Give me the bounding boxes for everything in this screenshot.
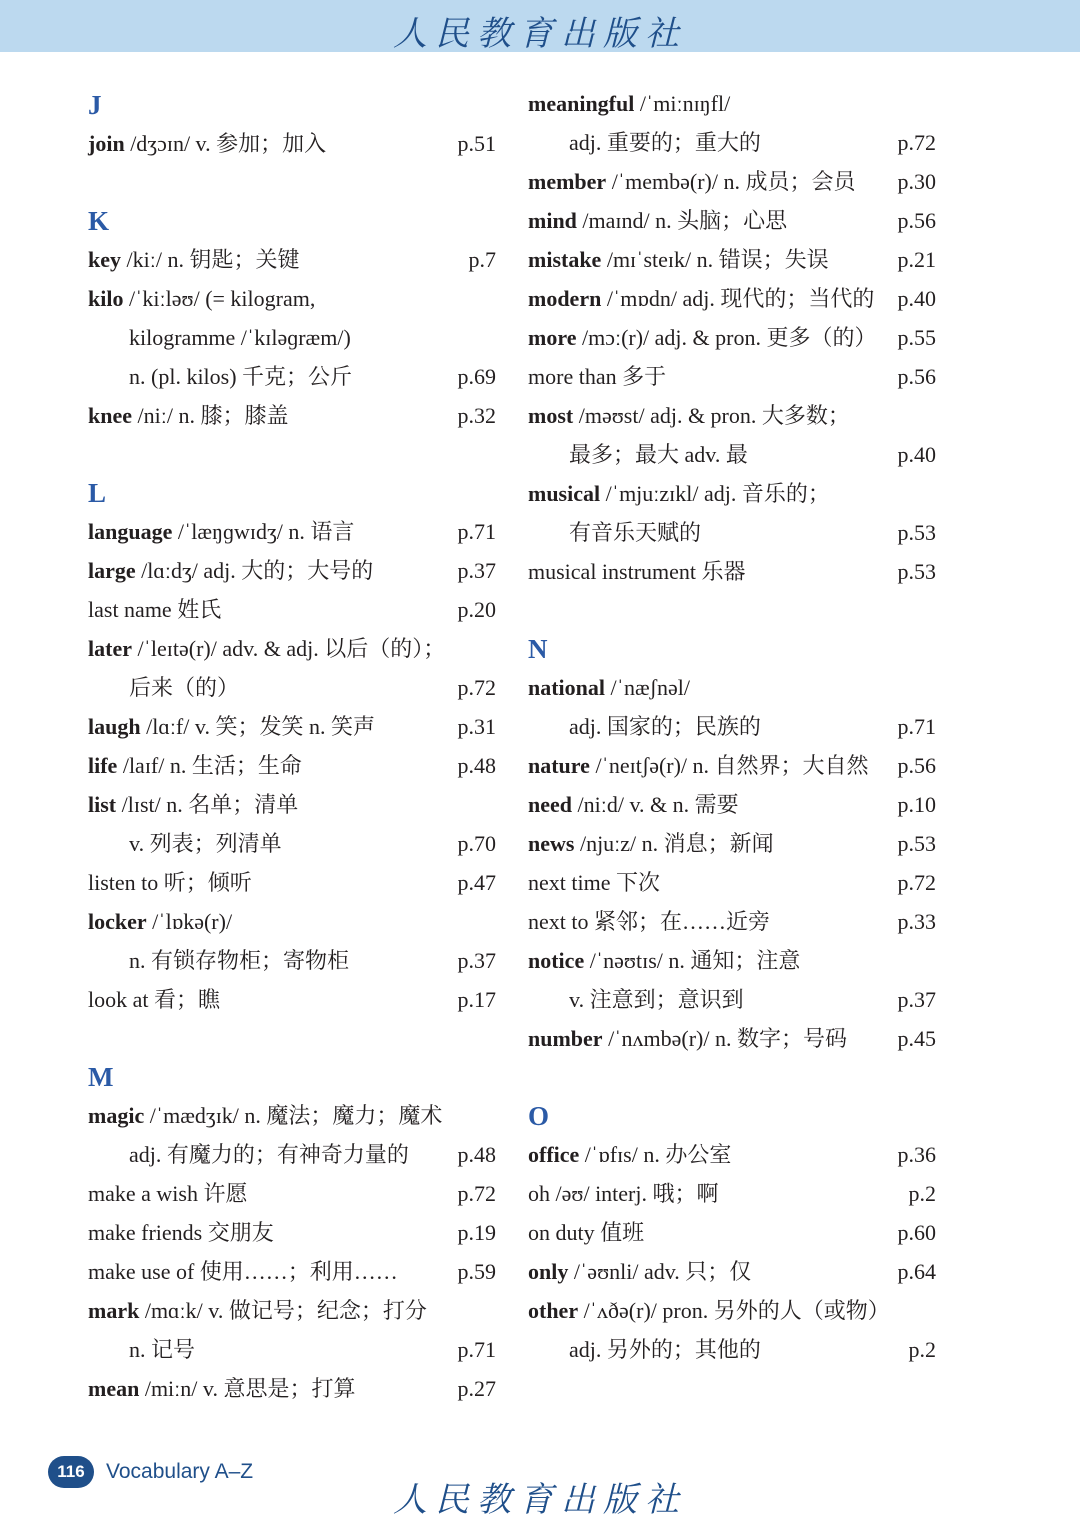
entry-definition: /ˈʌðə(r)/ pron. 另外的人（或物） [578, 1298, 890, 1323]
letter-heading: O [528, 1101, 550, 1131]
entry-definition: last name 姓氏 [88, 597, 222, 622]
headword: life [88, 753, 118, 778]
entry-definition: /ˈlæŋɡwɪdʒ/ n. 语言 [172, 519, 355, 544]
page-ref: p.7 [468, 247, 496, 272]
headword: later [88, 636, 132, 661]
vocab-entry [88, 790, 496, 820]
entry-definition: /ˈɒfɪs/ n. 办公室 [579, 1142, 732, 1167]
headword: only [528, 1259, 569, 1284]
entry-text [88, 364, 352, 389]
entry-definition: /dʒɔɪn/ v. 参加；加入 [124, 131, 327, 156]
entry-definition: /mɔː(r)/ adj. & pron. 更多（的） [576, 325, 877, 350]
vocab-entry [528, 868, 936, 898]
page-ref: p.59 [457, 1259, 496, 1284]
entry-text [88, 1181, 247, 1206]
vocab-entry [88, 907, 496, 937]
vocab-entry [528, 362, 936, 392]
headword: mean [88, 1376, 140, 1401]
vocab-entry [528, 518, 936, 548]
entry-text [88, 909, 232, 934]
vocab-entry [528, 206, 936, 236]
vocab-entry [528, 1296, 936, 1326]
page-ref: p.71 [457, 1337, 496, 1362]
section-title: Vocabulary A–Z [106, 1460, 254, 1483]
entry-text [88, 714, 375, 739]
page-ref: p.45 [897, 1026, 936, 1051]
entry-text [88, 597, 221, 622]
entry-definition: /maɪnd/ n. 头脑；心思 [576, 208, 788, 233]
entry-definition: adj. 另外的；其他的 [569, 1337, 761, 1362]
vocab-entry [88, 946, 496, 976]
vocab-entry [528, 1257, 936, 1287]
entry-definition: /lɪst/ n. 名单；清单 [116, 792, 299, 817]
entry-text [88, 1103, 442, 1128]
page-ref: p.64 [897, 1259, 936, 1284]
headword: key [88, 247, 121, 272]
vocab-entry [528, 245, 936, 275]
page-ref: p.30 [897, 169, 936, 194]
page-ref: p.21 [897, 247, 936, 272]
entry-text [88, 792, 298, 817]
page-ref: p.31 [457, 714, 496, 739]
headword: locker [88, 909, 147, 934]
entry-definition: adj. 有魔力的；有神奇力量的 [129, 1142, 409, 1167]
entry-text [528, 442, 748, 467]
vocab-entry [528, 985, 936, 1015]
headword: magic [88, 1103, 145, 1128]
entry-definition: /ˈnæʃnəl/ [605, 675, 690, 700]
entry-definition: /laɪf/ n. 生活；生命 [117, 753, 302, 778]
vocab-entry [88, 284, 496, 314]
entry-text [528, 286, 874, 311]
entry-definition: /ˈmembə(r)/ n. 成员；会员 [606, 169, 856, 194]
vocab-entry [88, 323, 496, 353]
vocab-entry [88, 712, 496, 742]
entry-text [528, 91, 730, 116]
headword: mind [528, 208, 577, 233]
entry-text [88, 1220, 274, 1245]
page-ref: p.48 [457, 1142, 496, 1167]
entry-text [528, 870, 660, 895]
headword: mistake [528, 247, 602, 272]
headword: language [88, 519, 173, 544]
page-ref: p.72 [897, 870, 936, 895]
entry-text [528, 1026, 847, 1051]
vocab-entry [88, 1296, 496, 1326]
headword: meaningful [528, 91, 635, 116]
entry-text [528, 1337, 761, 1362]
entry-text [528, 1181, 719, 1206]
headword: modern [528, 286, 602, 311]
entry-text [88, 1337, 195, 1362]
vocab-entry [88, 1179, 496, 1209]
entry-text [528, 559, 746, 584]
entry-text [88, 636, 445, 661]
headword: kilo [88, 286, 124, 311]
entry-definition: /niː/ n. 膝；膝盖 [132, 403, 289, 428]
vocab-entry [88, 829, 496, 859]
page-ref: p.2 [908, 1337, 936, 1362]
entry-text [88, 753, 302, 778]
headword: national [528, 675, 606, 700]
vocab-entry [88, 129, 496, 159]
letter-heading: J [88, 90, 102, 120]
page-ref: p.2 [908, 1181, 936, 1206]
entry-definition: /ˈmɒdn/ adj. 现代的；当代的 [601, 286, 875, 311]
page-ref: p.51 [457, 131, 496, 156]
vocab-entry [88, 1257, 496, 1287]
vocab-entry [88, 517, 496, 547]
vocab-entry [88, 751, 496, 781]
vocab-entry [528, 1335, 936, 1365]
entry-text [88, 831, 282, 856]
vocab-entry [88, 1374, 496, 1404]
entry-text [88, 1259, 398, 1284]
headword: notice [528, 948, 585, 973]
entry-text [528, 520, 701, 545]
headword: other [528, 1298, 579, 1323]
entry-definition: adj. 重要的；重大的 [569, 130, 761, 155]
headword: office [528, 1142, 580, 1167]
entry-definition: musical instrument 乐器 [528, 559, 746, 584]
entry-text [528, 675, 690, 700]
vocab-entry [528, 712, 936, 742]
vocab-entry [88, 868, 496, 898]
entry-text [528, 481, 830, 506]
vocab-entry [88, 401, 496, 431]
page-ref: p.37 [457, 558, 496, 583]
vocab-entry [88, 673, 496, 703]
entry-definition: v. 注意到；意识到 [569, 987, 744, 1012]
page-ref: p.69 [457, 364, 496, 389]
letter-heading: M [88, 1062, 114, 1092]
letter-heading: L [88, 478, 107, 508]
page-ref: p.72 [457, 1181, 496, 1206]
entry-text [88, 948, 349, 973]
vocab-entry [528, 284, 936, 314]
entry-text [88, 131, 326, 156]
entry-definition: /ˈneɪtʃə(r)/ n. 自然界；大自然 [589, 753, 869, 778]
entry-definition: /lɑːf/ v. 笑；发笑 n. 笑声 [140, 714, 375, 739]
entry-definition: next time 下次 [528, 870, 660, 895]
headword: musical [528, 481, 601, 506]
vocab-entry [528, 167, 936, 197]
page-ref: p.72 [457, 675, 496, 700]
headword: most [528, 403, 574, 428]
vocab-entry [528, 1218, 936, 1248]
page-ref: p.19 [457, 1220, 496, 1245]
page-ref: p.53 [897, 831, 936, 856]
entry-definition: n. 有锁存物柜；寄物柜 [129, 948, 350, 973]
entry-text [88, 286, 315, 311]
headword: knee [88, 403, 132, 428]
page-ref: p.36 [897, 1142, 936, 1167]
publisher-logo-footer: 人民教育出版社 [393, 1480, 687, 1520]
headword: mark [88, 1298, 140, 1323]
page-ref: p.10 [897, 792, 936, 817]
entry-text [528, 130, 761, 155]
entry-text [528, 1220, 644, 1245]
entry-definition: 最多；最大 adv. 最 [569, 442, 748, 467]
entry-definition: next to 紧邻；在……近旁 [528, 909, 770, 934]
entry-definition: listen to 听；倾听 [88, 870, 252, 895]
page-ref: p.53 [897, 520, 936, 545]
entry-text [528, 403, 850, 428]
entry-text [528, 1259, 751, 1284]
entry-definition: /mɑːk/ v. 做记号；纪念；打分 [139, 1298, 427, 1323]
entry-text [88, 1298, 427, 1323]
page-ref: p.71 [897, 714, 936, 739]
letter-heading: N [528, 634, 548, 664]
page-ref: p.56 [897, 208, 936, 233]
entry-definition: make a wish 许愿 [88, 1181, 248, 1206]
page-ref: p.37 [457, 948, 496, 973]
entry-text [88, 403, 288, 428]
entry-text [528, 208, 787, 233]
entry-definition: adj. 国家的；民族的 [569, 714, 761, 739]
headword: nature [528, 753, 590, 778]
page-ref: p.53 [897, 559, 936, 584]
vocab-entry [88, 556, 496, 586]
entry-definition: /ˈmjuːzɪkl/ adj. 音乐的； [600, 481, 830, 506]
headword: more [528, 325, 577, 350]
entry-text [88, 519, 354, 544]
entry-text [88, 675, 239, 700]
vocab-entry [528, 946, 936, 976]
vocab-entry [528, 1140, 936, 1170]
vocab-entry [88, 985, 496, 1015]
page-ref: p.55 [897, 325, 936, 350]
entry-text [528, 1298, 890, 1323]
page-ref: p.37 [897, 987, 936, 1012]
headword: number [528, 1026, 603, 1051]
entry-definition: /məʊst/ adj. & pron. 大多数； [573, 403, 850, 428]
headword: news [528, 831, 575, 856]
headword: laugh [88, 714, 141, 739]
entry-definition: /ˈleɪtə(r)/ adv. & adj. 以后（的）； [131, 636, 446, 661]
page-ref: p.40 [897, 286, 936, 311]
page-ref: p.40 [897, 442, 936, 467]
headword: need [528, 792, 572, 817]
vocab-entry [528, 1024, 936, 1054]
entry-definition: n. 记号 [129, 1337, 196, 1362]
page-ref: p.72 [897, 130, 936, 155]
entry-text [528, 364, 666, 389]
vocab-entry [88, 245, 496, 275]
entry-text [528, 325, 876, 350]
entry-text [88, 325, 351, 350]
entry-text [88, 1142, 409, 1167]
entry-text [528, 792, 739, 817]
entry-definition: make friends 交朋友 [88, 1220, 274, 1245]
vocab-entry [528, 1179, 936, 1209]
vocab-entry [528, 89, 936, 119]
vocab-entry [88, 595, 496, 625]
entry-text [528, 1142, 731, 1167]
entry-definition: /ˈmiːnɪŋfl/ [634, 91, 731, 116]
vocab-entry [88, 634, 496, 664]
entry-definition: /ˈmædʒɪk/ n. 魔法；魔力；魔术 [144, 1103, 443, 1128]
vocab-entry [88, 1140, 496, 1170]
entry-definition: 后来（的） [129, 675, 240, 700]
entry-definition: /ˈkiːləʊ/ (= kilogram, [123, 286, 316, 311]
headword: large [88, 558, 136, 583]
entry-text [528, 753, 869, 778]
vocab-entry [88, 1101, 496, 1131]
page-ref: p.48 [457, 753, 496, 778]
entry-text [528, 948, 800, 973]
headword: list [88, 792, 117, 817]
entry-text [528, 987, 744, 1012]
entry-text [528, 247, 829, 272]
entry-definition: n. (pl. kilos) 千克；公斤 [129, 364, 353, 389]
entry-definition: /niːd/ v. & n. 需要 [572, 792, 739, 817]
entry-definition: look at 看；瞧 [88, 987, 220, 1012]
entry-definition: v. 列表；列清单 [129, 831, 282, 856]
vocab-entry [528, 440, 936, 470]
headword: join [88, 131, 125, 156]
entry-text [88, 987, 220, 1012]
page-ref: p.32 [457, 403, 496, 428]
vocab-entry [88, 1335, 496, 1365]
entry-text [88, 1376, 355, 1401]
vocab-entry [528, 323, 936, 353]
entry-definition: /ˈnʌmbə(r)/ n. 数字；号码 [602, 1026, 847, 1051]
entry-text [528, 169, 855, 194]
vocab-entry [528, 128, 936, 158]
entry-definition: /mɪˈsteɪk/ n. 错误；失误 [601, 247, 829, 272]
page-ref: p.70 [457, 831, 496, 856]
entry-definition: /ˈnəʊtɪs/ n. 通知；注意 [584, 948, 801, 973]
page-ref: p.27 [457, 1376, 496, 1401]
entry-text [88, 870, 252, 895]
entry-definition: /miːn/ v. 意思是；打算 [139, 1376, 356, 1401]
page-ref: p.20 [457, 597, 496, 622]
entry-definition: 有音乐天赋的 [569, 520, 702, 545]
entry-text [528, 714, 761, 739]
vocab-entry [88, 1218, 496, 1248]
entry-definition: /lɑːdʒ/ adj. 大的；大号的 [135, 558, 374, 583]
vocab-entry [528, 829, 936, 859]
vocab-entry [528, 401, 936, 431]
headword: member [528, 169, 607, 194]
vocab-entry [528, 673, 936, 703]
page-ref: p.33 [897, 909, 936, 934]
entry-text [528, 909, 770, 934]
vocab-entry [528, 790, 936, 820]
entry-text [88, 558, 373, 583]
entry-text [88, 247, 299, 272]
letter-heading: K [88, 206, 110, 236]
entry-definition: make use of 使用……；利用…… [88, 1259, 398, 1284]
page-ref: p.60 [897, 1220, 936, 1245]
vocab-entry [528, 479, 936, 509]
entry-definition: /ˈlɒkə(r)/ [146, 909, 233, 934]
publisher-logo: 人民教育出版社 [393, 14, 687, 54]
entry-definition: /kiː/ n. 钥匙；关键 [121, 247, 300, 272]
page-ref: p.71 [457, 519, 496, 544]
vocab-entry [528, 557, 936, 587]
vocab-entry [528, 907, 936, 937]
entry-definition: /ˈəʊnli/ adv. 只；仅 [568, 1259, 752, 1284]
vocab-entry [88, 362, 496, 392]
vocab-entry [528, 751, 936, 781]
entry-definition: kilogramme /ˈkɪləɡræm/) [129, 325, 351, 350]
entry-definition: /njuːz/ n. 消息；新闻 [574, 831, 774, 856]
page-ref: p.56 [897, 753, 936, 778]
page-ref: p.47 [457, 870, 496, 895]
page-ref: p.56 [897, 364, 936, 389]
entry-definition: on duty 值班 [528, 1220, 645, 1245]
page-ref: p.17 [457, 987, 496, 1012]
page-number-badge: 116 [48, 1456, 94, 1488]
entry-definition: oh /əʊ/ interj. 哦；啊 [528, 1181, 719, 1206]
entry-text [528, 831, 774, 856]
entry-definition: more than 多于 [528, 364, 667, 389]
